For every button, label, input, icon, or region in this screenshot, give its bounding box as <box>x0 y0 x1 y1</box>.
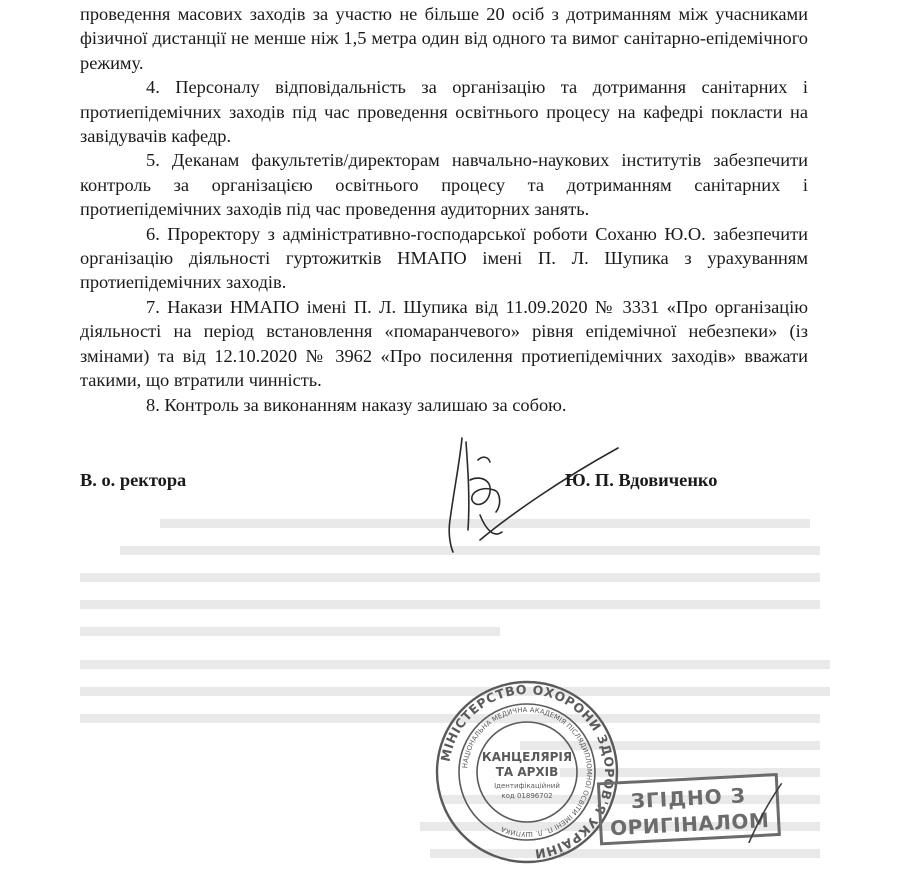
seal-center-line2: ТА АРХІВ <box>495 765 559 779</box>
paragraph-item-6: 6. Проректору з адміністративно-господарської роботи Соханю Ю.О. забезпечити організацію діяльності гуртожитків НМАПО імені П. Л. Шупика з урахуванням протиепідемічних заходів. <box>80 223 808 293</box>
signatory-position: В. о. ректора <box>80 470 187 490</box>
stamp-line1: ЗГІДНО З <box>630 783 747 814</box>
order-body-text <box>80 2 808 417</box>
seal-center-line1: КАНЦЕЛЯРІЯ <box>481 750 573 764</box>
seal-center-line4: код 01896702 <box>501 792 553 800</box>
paragraph-continuation: проведення масових заходів за участю не більше 20 осіб з дотриманням між учасниками фізичної дистанції не менше ніж 1,5 метра один від одного та вимог санітарно-епідемічного режиму. <box>80 4 808 73</box>
seal-center-line3: Ідентифікаційний <box>494 782 560 790</box>
paragraph-item-4: 4. Персоналу відповідальність за організацію та дотримання санітарних і протиепідемічних заходів під час проведення освітнього процесу на кафедрі покласти на завідувачів кафедр. <box>80 77 808 147</box>
seal-inner-text: НАЦІОНАЛЬНА МЕДИЧНА АКАДЕМІЯ ПІСЛЯДИПЛОМНОЇ ОСВІТИ ІМЕНІ П. Л. ШУПИКА <box>461 705 594 839</box>
paragraph-item-5: 5. Деканам факультетів/директорам навчально-наукових інститутів забезпечити контроль за організацією освітнього процесу та дотриманням санітарних і протиепідемічних заходів під час проведення аудиторних занять. <box>80 150 808 220</box>
seal-outer-text: МІНІСТЕРСТВО ОХОРОНИ ЗДОРОВ'Я УКРАЇНИ <box>437 681 618 862</box>
paragraph-item-7: 7. Накази НМАПО імені П. Л. Шупика від 11.09.2020 № 3331 «Про організацію діяльності на період встановлення «помаранчевого» рівня епідемічної небезпеки» (із змінами) та від 12.10.2020 № 3962 «Про посилення протиепідемічних заходів» вважати такими, що втратили чинність. <box>80 296 808 391</box>
certified-copy-stamp <box>595 771 788 851</box>
stamp-line2: ОРИГІНАЛОМ <box>609 807 770 841</box>
paragraph-item-8: 8. Контроль за виконанням наказу залишаю за собою. <box>146 394 567 415</box>
official-seal <box>434 679 620 865</box>
signatory-name: Ю. П. Вдовиченко <box>565 470 718 490</box>
